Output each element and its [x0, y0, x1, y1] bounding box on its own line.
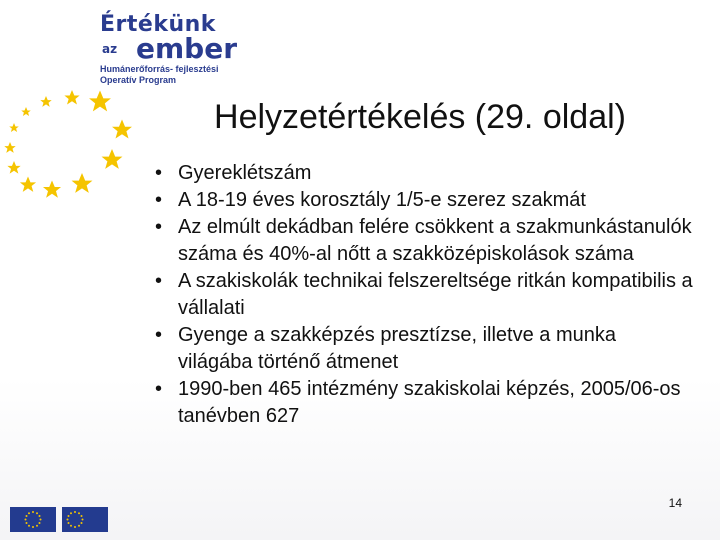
- bullet-item: • Gyereklétszám: [155, 160, 695, 187]
- slide-title: Helyzetértékelés (29. oldal): [214, 98, 626, 136]
- eu-stars-decoration: [0, 80, 140, 220]
- star-icon: [64, 90, 79, 104]
- bullet-list: [155, 160, 695, 430]
- star-icon: [72, 173, 93, 193]
- star-icon: [89, 91, 111, 112]
- bullet-item: • A 18-19 éves korosztály 1/5-e szerez szakmát: [155, 187, 695, 214]
- program-logo: [96, 12, 256, 87]
- star-icon: [40, 96, 51, 107]
- bullet-item: • Az elmúlt dekádban felére csökkent a szakmunkástanulók száma és 40%-al nőtt a szakközépiskolások száma: [155, 214, 695, 268]
- eu-flag-icon: [62, 507, 108, 532]
- page-number: 14: [668, 496, 682, 510]
- star-icon: [112, 120, 132, 139]
- bullet-item: • Gyenge a szakképzés presztízse, illetve a munka világába történő átmenet: [155, 322, 695, 376]
- star-icon: [4, 142, 15, 153]
- logo-sub1: Humánerőforrás- fejlesztési: [100, 64, 219, 74]
- eu-flag-icon: [10, 507, 56, 532]
- bullet-item: • 1990-ben 465 intézmény szakiskolai képzés, 2005/06-os tanévben 627: [155, 376, 695, 430]
- star-icon: [7, 161, 20, 174]
- logo-line2: ember: [136, 32, 238, 65]
- logo-az: az: [102, 42, 118, 56]
- bullet-item: • A szakiskolák technikai felszereltsége ritkán kompatibilis a vállalati: [155, 268, 695, 322]
- star-icon: [9, 123, 19, 132]
- logo-sub2: Operatív Program: [100, 75, 177, 85]
- star-icon: [43, 181, 61, 198]
- star-icon: [102, 149, 123, 169]
- star-icon: [20, 177, 36, 192]
- logo-line1: Értékünk: [100, 12, 216, 37]
- star-icon: [21, 107, 31, 116]
